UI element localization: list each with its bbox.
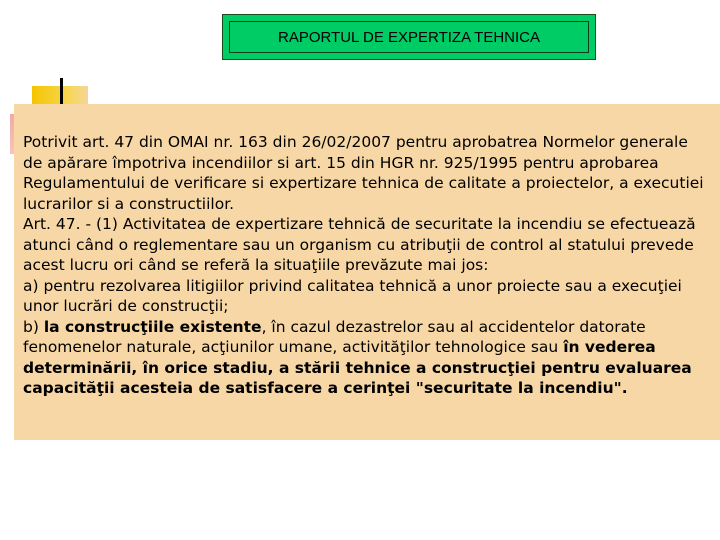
paragraph-intro: Potrivit art. 47 din OMAI nr. 163 din 26/02/2007 pentru aprobatrea Normelor generale de apărare împotriva incendiilor si art. 15 din HGR nr. 925/1995 pentru aprobarea Regulamentului de verificare si expertizare tehnica de calitate a proiectelor, a executiei lucrarilor si a constructiilor. — [23, 133, 704, 213]
paragraph-item-a: a) pentru rezolvarea litigiilor privind calitatea tehnică a unor proiecte sau a execuţiei unor lucrări de construcţii; — [23, 276, 682, 315]
content-panel — [14, 104, 720, 440]
item-b-bold-purpose: în vederea determinării, în orice stadiu, a stării tehnice a construcţiei pentru evaluarea capacităţii acesteia de satisfacere a cerinţei "securitate la incendiu". — [23, 338, 692, 397]
paragraph-article-47: Art. 47. - (1) Activitatea de expertizare tehnică de securitate la incendiu se efectuează atunci când o reglementare sau un organism cu atribuţii de control al statului prevede acest lucru ori când se referă la situaţiile prevăzute mai jos: — [23, 215, 696, 274]
item-b-middle: , în cazul dezastrelor sau al accidentelor datorate fenomenelor naturale, acţiunilor umane, activităţilor tehnologice sau — [23, 317, 646, 356]
paragraph-item-b — [23, 317, 708, 399]
item-b-bold-existing: la construcţiile existente — [43, 317, 262, 336]
slide-title: RAPORTUL DE EXPERTIZA TEHNICA — [229, 21, 589, 53]
item-b-prefix: b) — [23, 317, 44, 336]
title-box — [222, 14, 596, 60]
